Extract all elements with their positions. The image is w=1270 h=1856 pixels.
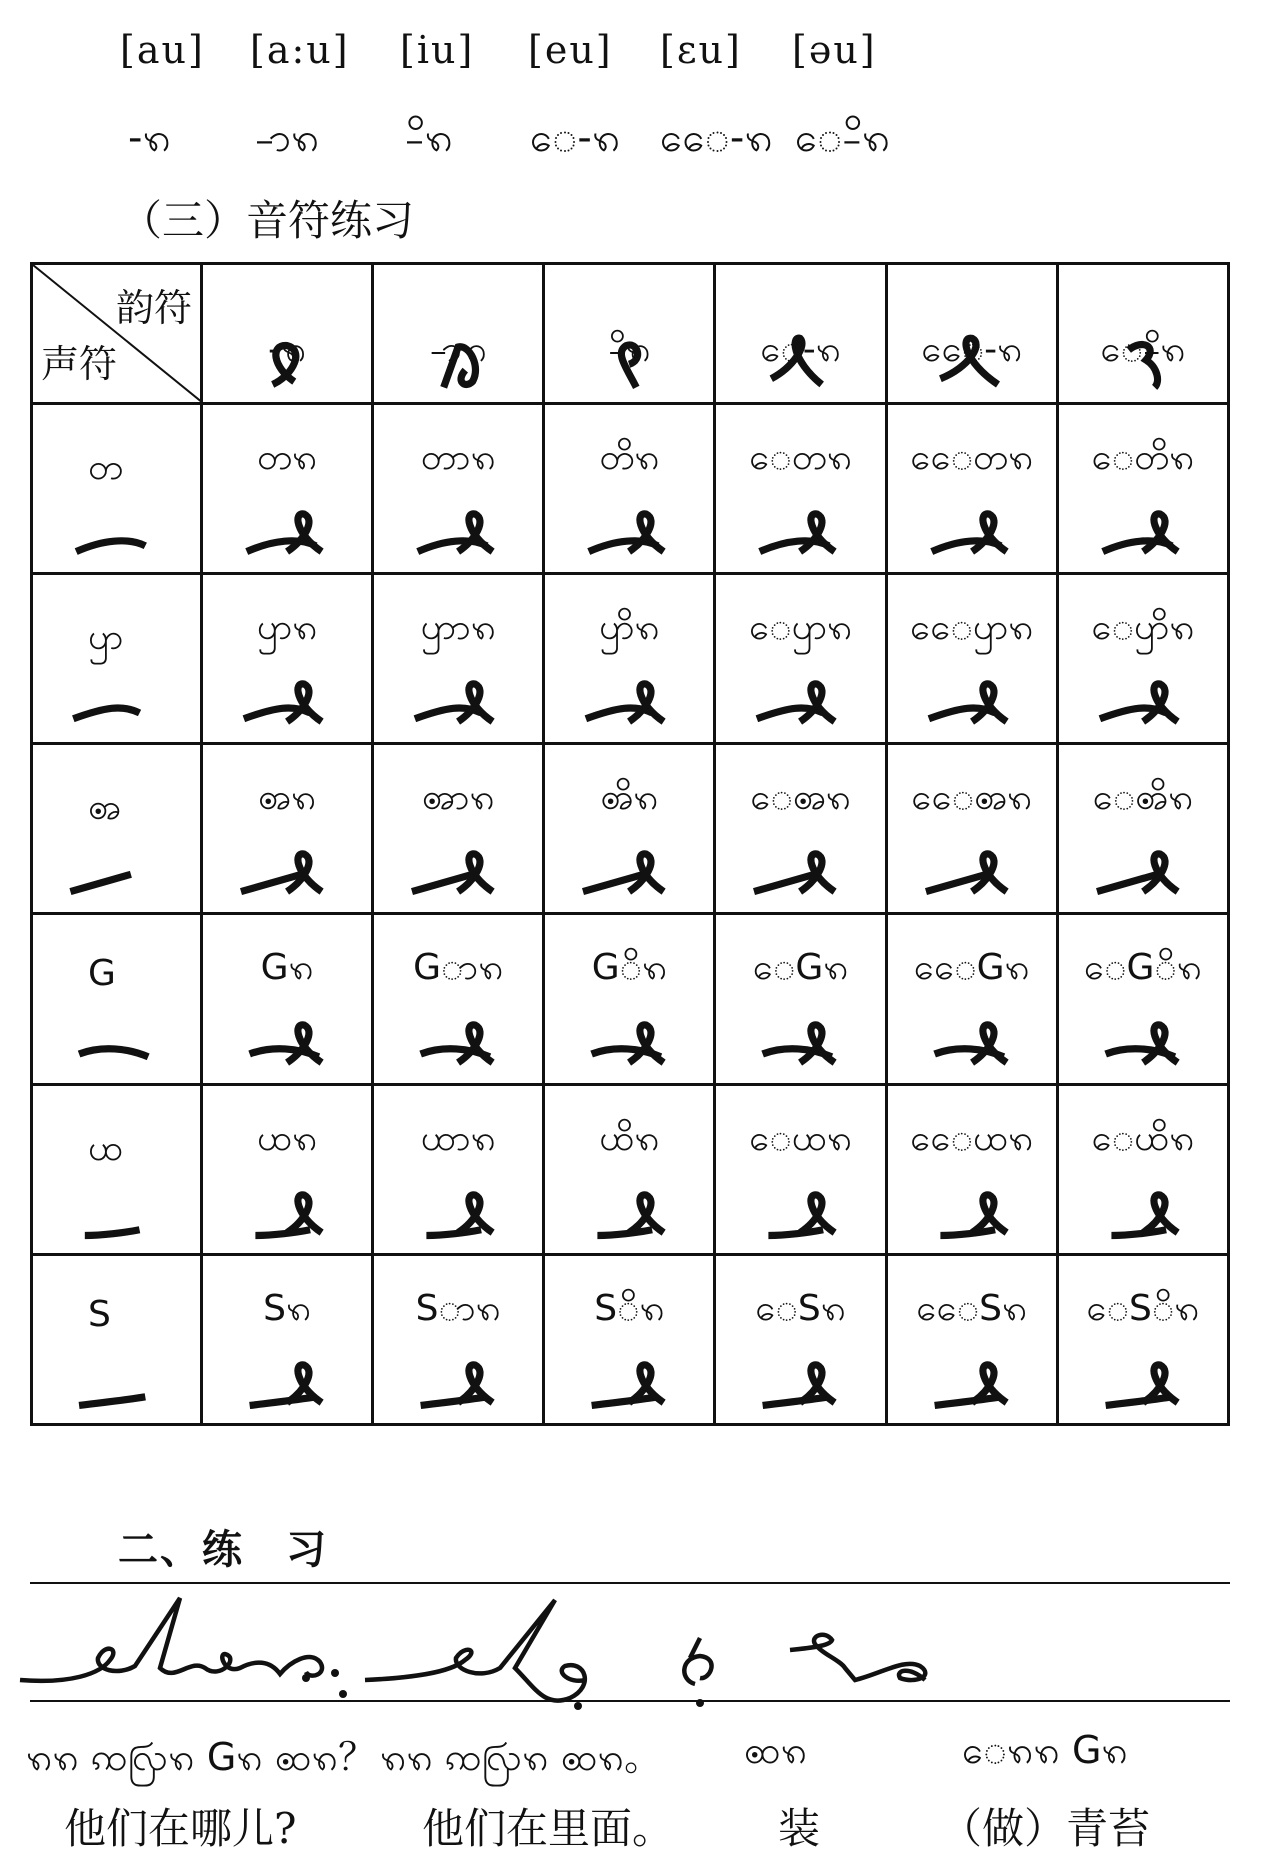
syllable-script: ꩤꩫ — [256, 1117, 318, 1159]
syllable-cell — [715, 1084, 886, 1254]
stroke-glyph — [39, 664, 194, 736]
example-chinese: 他们在哪儿? — [64, 1804, 297, 1853]
syllable-cell — [202, 914, 373, 1084]
initial-cell — [32, 914, 202, 1084]
syllable-cell — [373, 573, 544, 743]
stroke-glyph — [1065, 834, 1221, 906]
initial-script: ꩨ — [88, 787, 121, 829]
ipa-label: [εu] — [660, 28, 742, 72]
stroke-glyph — [722, 664, 878, 736]
table-row — [32, 914, 1229, 1084]
syllable-script: ေꩨိꩫ — [1092, 777, 1194, 819]
syllable-cell — [715, 573, 886, 743]
stroke-glyph — [1065, 324, 1221, 396]
syllable-cell — [373, 1084, 544, 1254]
ipa-label: [au] — [120, 28, 205, 72]
stroke-glyph — [209, 494, 365, 566]
syllable-cell — [1057, 573, 1228, 743]
stroke-glyph — [551, 324, 707, 396]
header-script: -ိꩫ — [608, 329, 651, 370]
header-script: ေ-ိꩫ — [1100, 329, 1186, 370]
ipa-label: [əu] — [792, 28, 877, 72]
stroke-glyph — [722, 1005, 878, 1077]
stroke-glyph — [209, 324, 365, 396]
stroke-glyph — [551, 494, 707, 566]
syllable-script: ꩥိꩫ — [599, 606, 660, 648]
header-cell — [373, 264, 544, 404]
header-script: ေ-ꩫ — [760, 329, 841, 370]
syllable-script: ေGိꩫ — [1083, 947, 1202, 989]
syllable-script: ေꩨꩫ — [750, 777, 851, 819]
syllable-script: ေGꩫ — [752, 947, 849, 989]
section-2-title: 二、练 习 — [118, 1527, 328, 1573]
syllable-script: ꩨာꩫ — [421, 777, 495, 819]
syllable-script: ေေGꩫ — [913, 947, 1030, 989]
syllable-cell — [373, 403, 544, 573]
example-script: ꩫꩫ ꩡꩺꩫ ꩧꩫ。 — [380, 1735, 663, 1779]
syllable-cell — [202, 1254, 373, 1424]
initial-label: 声符 — [41, 341, 118, 386]
syllable-script: ေေꩤꩫ — [910, 1117, 1034, 1159]
syllable-script: တာꩫ — [420, 436, 496, 478]
syllable-script: Gိꩫ — [591, 947, 668, 989]
initial-script: G — [88, 953, 116, 995]
syllable-cell — [715, 1254, 886, 1424]
syllable-cell — [202, 573, 373, 743]
initial-script: ꩤ — [88, 1127, 124, 1169]
example-script: ꩧꩫ — [744, 1728, 808, 1772]
syllable-cell — [544, 573, 715, 743]
syllable-script: ေꩤိꩫ — [1091, 1117, 1195, 1159]
stroke-glyph — [722, 324, 878, 396]
stroke-glyph — [39, 834, 194, 906]
stroke-glyph — [209, 1345, 365, 1417]
stroke-glyph — [1065, 1345, 1221, 1417]
syllable-cell — [202, 744, 373, 914]
stroke-glyph — [1065, 664, 1221, 736]
syllable-cell — [886, 744, 1057, 914]
syllable-script: Gာꩫ — [413, 947, 504, 989]
initial-cell — [32, 573, 202, 743]
table-row — [32, 403, 1229, 573]
syllable-cell — [886, 1254, 1057, 1424]
syllable-script: Sာꩫ — [415, 1287, 501, 1329]
syllable-script: Sꩫ — [263, 1287, 312, 1329]
syllable-script: ေေတꩫ — [910, 436, 1034, 478]
syllable-script: ꩥꩫ — [256, 606, 318, 648]
stroke-glyph — [39, 1345, 194, 1417]
syllable-cell — [373, 914, 544, 1084]
syllable-cell — [715, 744, 886, 914]
table-row — [32, 1084, 1229, 1254]
syllable-cell — [886, 1084, 1057, 1254]
stroke-glyph — [39, 494, 194, 566]
stroke-glyph — [1065, 494, 1221, 566]
syllable-script: Gꩫ — [260, 947, 314, 989]
header-cell — [202, 264, 373, 404]
syllable-script: တꩫ — [257, 436, 318, 478]
initial-script: တ — [88, 446, 124, 488]
ipa-label: [iu] — [400, 28, 475, 72]
stroke-glyph — [39, 1175, 194, 1247]
stroke-glyph — [894, 1005, 1050, 1077]
example-script: ꩫꩫ ꩡꩺꩫ Gꩫ ꩧꩫ？ — [26, 1735, 377, 1779]
stroke-glyph — [209, 834, 365, 906]
header-script: -ꩫ — [268, 329, 307, 370]
stroke-glyph — [894, 1345, 1050, 1417]
syllable-cell — [544, 914, 715, 1084]
initial-cell — [32, 403, 202, 573]
syllable-cell — [1057, 403, 1228, 573]
syllable-script: ေတိꩫ — [1091, 436, 1195, 478]
corner-cell — [32, 264, 202, 404]
header-script: ေေ-ꩫ — [921, 329, 1023, 370]
syllable-cell — [1057, 914, 1228, 1084]
stroke-glyph — [722, 1175, 878, 1247]
initial-script: ꩥ — [88, 616, 124, 658]
header-script: -ာꩫ — [429, 329, 487, 370]
table-row — [32, 573, 1229, 743]
stroke-glyph — [1065, 1005, 1221, 1077]
vowel-sign: -ာꩫ — [255, 115, 319, 161]
vowel-sign: ေ-ိꩫ — [795, 115, 890, 161]
stroke-glyph — [894, 324, 1050, 396]
syllable-script: တိꩫ — [599, 436, 660, 478]
syllable-practice-table — [30, 262, 1230, 1426]
example-chinese: （做）青苔 — [940, 1804, 1151, 1853]
syllable-cell — [202, 403, 373, 573]
syllable-cell — [1057, 1254, 1228, 1424]
header-cell — [1057, 264, 1228, 404]
initial-script: S — [88, 1293, 111, 1335]
stroke-glyph — [551, 664, 707, 736]
example-script: ေꩫꩫ Gꩫ — [962, 1728, 1128, 1772]
syllable-script: ေတꩫ — [749, 436, 852, 478]
syllable-script: ေꩥိꩫ — [1091, 606, 1195, 648]
syllable-cell — [544, 744, 715, 914]
writing-rule-top — [30, 1582, 1230, 1584]
stroke-glyph — [894, 664, 1050, 736]
stroke-glyph — [209, 664, 365, 736]
stroke-glyph — [551, 1345, 707, 1417]
initial-cell — [32, 1254, 202, 1424]
syllable-cell — [544, 403, 715, 573]
syllable-cell — [1057, 744, 1228, 914]
header-cell — [715, 264, 886, 404]
vowel-sign: ေေ-ꩫ — [660, 115, 773, 161]
syllable-cell — [373, 744, 544, 914]
syllable-cell — [1057, 1084, 1228, 1254]
syllable-script: ꩨꩫ — [258, 777, 317, 819]
syllable-cell — [202, 1084, 373, 1254]
stroke-glyph — [551, 1005, 707, 1077]
syllable-script: ေꩤꩫ — [749, 1117, 852, 1159]
initial-cell — [32, 744, 202, 914]
syllable-cell — [373, 1254, 544, 1424]
syllable-cell — [715, 403, 886, 573]
syllable-cell — [886, 573, 1057, 743]
header-cell — [886, 264, 1057, 404]
section-3-title: （三）音符练习 — [120, 196, 415, 245]
rhyme-label: 韵符 — [115, 286, 192, 330]
syllable-script: ꩨိꩫ — [600, 777, 659, 819]
table-row — [32, 1254, 1229, 1424]
stroke-glyph — [894, 834, 1050, 906]
stroke-glyph — [209, 1175, 365, 1247]
stroke-glyph — [380, 1175, 536, 1247]
ipa-label: [a:u] — [250, 28, 350, 72]
syllable-script: ေꩥꩫ — [749, 606, 853, 648]
stroke-glyph — [1065, 1175, 1221, 1247]
stroke-glyph — [722, 834, 878, 906]
table-row — [32, 744, 1229, 914]
example-chinese: 装 — [778, 1804, 821, 1853]
stroke-glyph — [380, 1345, 536, 1417]
stroke-glyph — [894, 494, 1050, 566]
syllable-script: ꩤိꩫ — [599, 1117, 660, 1159]
syllable-script: ေSိꩫ — [1086, 1287, 1200, 1329]
handwritten-sentence — [10, 1588, 1240, 1738]
stroke-glyph — [722, 494, 878, 566]
stroke-glyph — [551, 1175, 707, 1247]
header-cell — [544, 264, 715, 404]
syllable-script: Sိꩫ — [594, 1287, 665, 1329]
initial-cell — [32, 1084, 202, 1254]
stroke-glyph — [380, 834, 536, 906]
table-header-row — [32, 264, 1229, 404]
syllable-cell — [715, 914, 886, 1084]
example-chinese: 他们在里面。 — [422, 1804, 675, 1853]
stroke-glyph — [39, 1005, 194, 1077]
syllable-script: ꩤာꩫ — [420, 1117, 496, 1159]
vowel-sign: -ိꩫ — [405, 115, 453, 161]
syllable-script: ꩥာꩫ — [420, 606, 496, 648]
ipa-label: [eu] — [528, 28, 613, 72]
stroke-glyph — [380, 324, 536, 396]
stroke-glyph — [380, 664, 536, 736]
syllable-cell — [544, 1254, 715, 1424]
syllable-script: ေSꩫ — [755, 1287, 846, 1329]
vowel-sign: ေ-ꩫ — [530, 115, 620, 161]
syllable-script: ေေSꩫ — [916, 1287, 1028, 1329]
syllable-cell — [544, 1084, 715, 1254]
syllable-script: ေေꩨꩫ — [911, 777, 1033, 819]
vowel-sign: -ꩫ — [128, 115, 171, 161]
syllable-script: ေေꩥꩫ — [910, 606, 1034, 648]
stroke-glyph — [380, 494, 536, 566]
stroke-glyph — [722, 1345, 878, 1417]
stroke-glyph — [380, 1005, 536, 1077]
stroke-glyph — [894, 1175, 1050, 1247]
syllable-cell — [886, 914, 1057, 1084]
stroke-glyph — [551, 834, 707, 906]
syllable-cell — [886, 403, 1057, 573]
stroke-glyph — [209, 1005, 365, 1077]
